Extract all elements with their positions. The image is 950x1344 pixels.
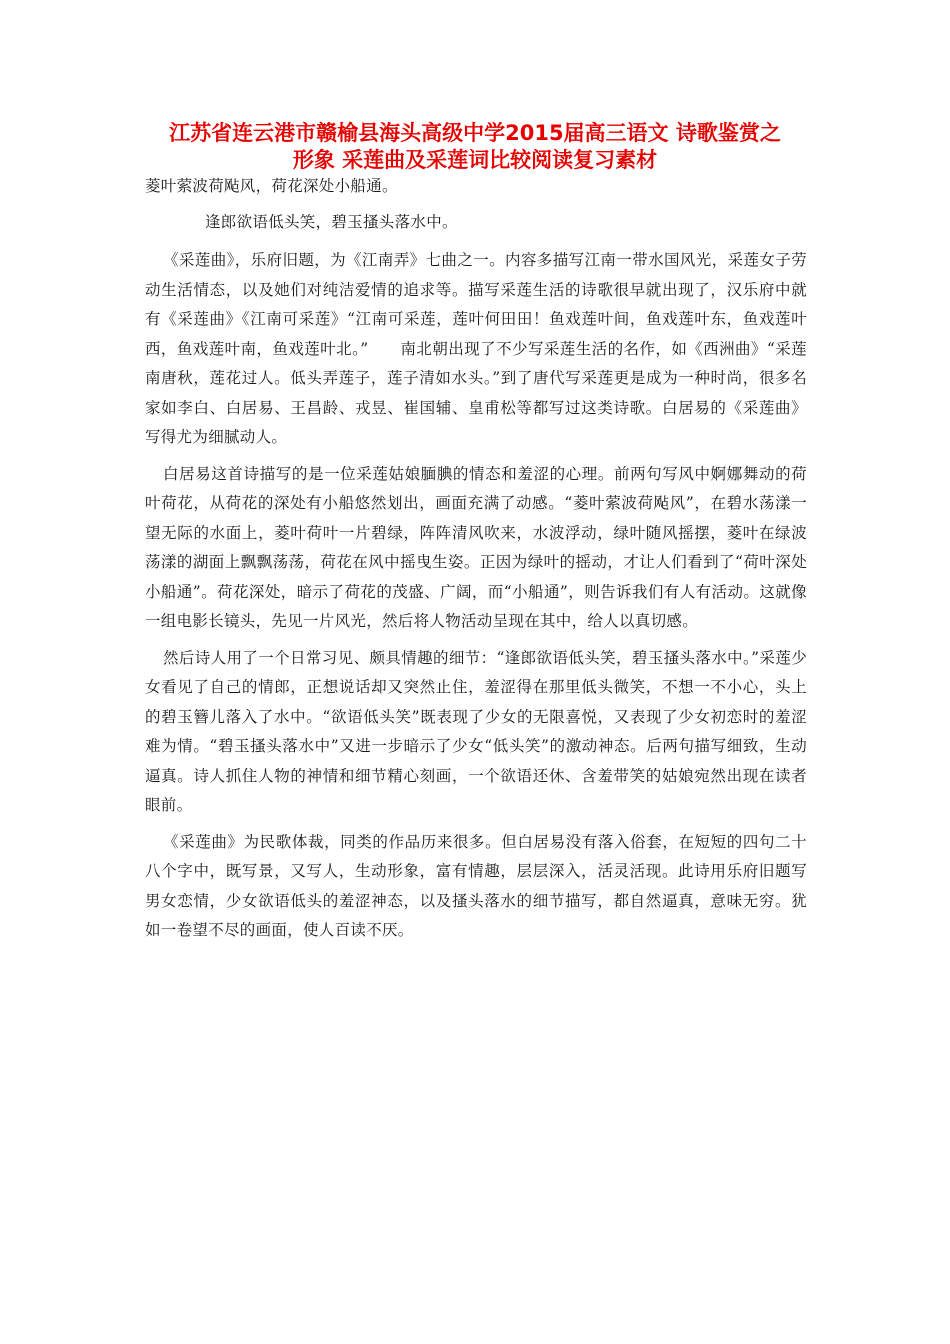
paragraph-3: 然后诗人用了一个日常习见、颇具情趣的细节：“逢郎欲语低头笑，碧玉搔头落水中。”采莲少女看见了自己的情郎，正想说话却又突然止住，羞涩得在那里低头微笑，不想一不小心，头上的碧玉簪儿落入了水中。“欲语低头笑”既表现了少女的无限喜悦，又表现了少女初恋时的羞涩难为情。“碧玉搔头落水中”又进一步暗示了少女“低头笑”的激动神态。后两句描写细致，生动逼真。诗人抓住人物的神情和细节精心刻画，一个欲语还休、含羞带笑的姑娘宛然出现在读者眼前。	[145, 648, 807, 814]
poem-line-1: 菱叶萦波荷飐风，荷花深处小船通。	[145, 177, 398, 195]
title-line-2: 形象 采莲曲及采莲词比较阅读复习素材	[292, 148, 658, 172]
document-title	[140, 120, 810, 174]
paragraph-1: 《采莲曲》，乐府旧题，为《江南弄》七曲之一。内容多描写江南一带水国风光，采莲女子劳动生活情态，以及她们对纯洁爱情的追求等。描写采莲生活的诗歌很早就出现了，汉乐府中就有《采莲曲》《江南可采莲》“江南可采莲，莲叶何田田！鱼戏莲叶间，鱼戏莲叶东，鱼戏莲叶西，鱼戏莲叶南，鱼戏莲叶北。” 南北朝出现了不少写采莲生活的名作，如《西洲曲》“采莲南唐秋，莲花过人。低头弄莲子，莲子清如水头。”到了唐代写采莲更是成为一种时尚，很多名家如李白、白居易、王昌龄、戎昱、崔国辅、皇甫松等都写过这类诗歌。白居易的《采莲曲》写得尤为细腻动人。	[145, 251, 807, 446]
document-body	[145, 172, 807, 946]
title-line-1: 江苏省连云港市赣榆县海头高级中学2015届高三语文 诗歌鉴赏之	[169, 121, 781, 145]
paragraph-2: 白居易这首诗描写的是一位采莲姑娘腼腆的情态和羞涩的心理。前两句写风中婀娜舞动的荷叶荷花，从荷花的深处有小船悠然划出，画面充满了动感。“菱叶萦波荷飐风”，在碧水荡漾一望无际的水面上，菱叶荷叶一片碧绿，阵阵清风吹来，水波浮动，绿叶随风摇摆，菱叶在绿波荡漾的湖面上飘飘荡荡，荷花在风中摇曳生姿。正因为绿叶的摇动，才让人们看到了“荷叶深处小船通”。荷花深处，暗示了荷花的茂盛、广阔，而“小船通”，则告诉我们有人有活动。这就像一组电影长镜头，先见一片风光，然后将人物活动呈现在其中，给人以真切感。	[145, 464, 807, 630]
paragraph-4: 《采莲曲》为民歌体裁，同类的作品历来很多。但白居易没有落入俗套，在短短的四句二十八个字中，既写景，又写人，生动形象，富有情趣，层层深入，活灵活现。此诗用乐府旧题写男女恋情，少女欲语低头的羞涩神态，以及搔头落水的细节描写，都自然逼真，意味无穷。犹如一卷望不尽的画面，使人百读不厌。	[145, 832, 807, 939]
poem-line-2: 逢郎欲语低头笑，碧玉搔头落水中。	[205, 212, 458, 231]
